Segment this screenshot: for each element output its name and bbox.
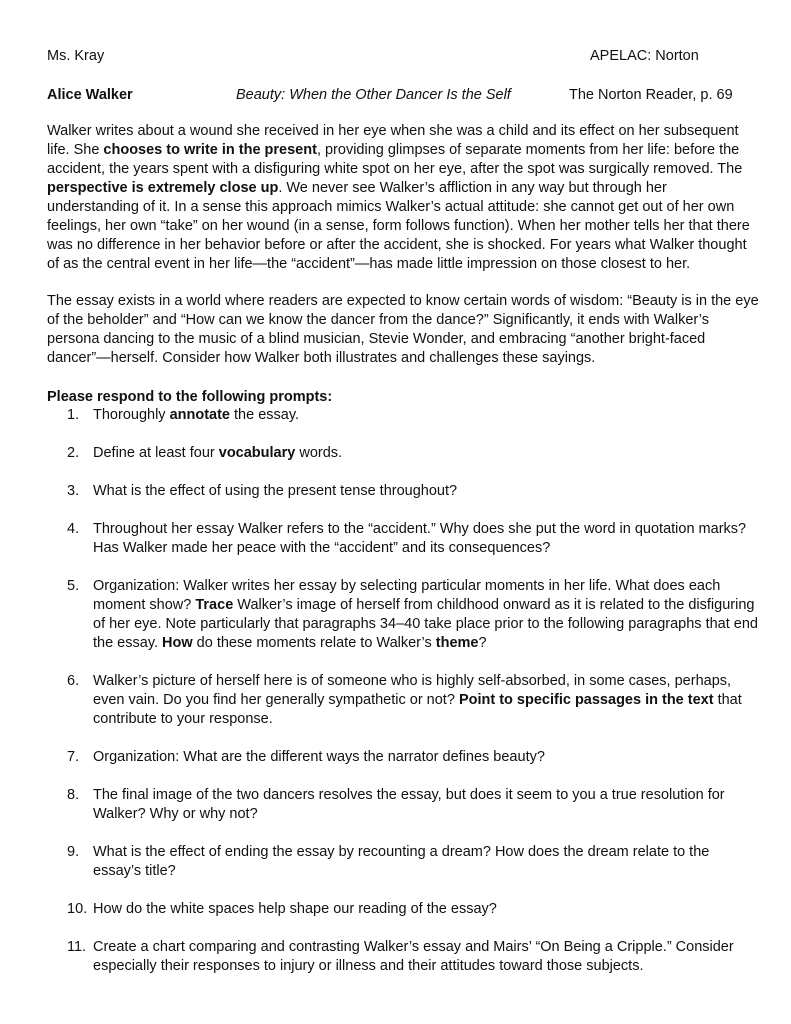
prompt-item	[47, 482, 759, 501]
prompt-item	[47, 900, 759, 919]
prompt-text: Organization: What are the different ways the narrator defines beauty?	[93, 749, 545, 765]
prompt-text: Walker’s image of herself from childhood onward as it is related to the disfiguring of her eye. Note particularly that paragraphs 34–40 take place prior to the following paragraphs that end the essay.	[93, 597, 758, 651]
prompt-text: the essay.	[230, 407, 300, 423]
prompt-item	[47, 520, 759, 558]
author-name: Alice Walker	[47, 87, 133, 103]
prompt-emphasis: How	[162, 635, 193, 651]
teacher-name: Ms. Kray	[47, 48, 105, 64]
prompt-number: 11.	[67, 939, 87, 955]
prompt-item	[47, 748, 759, 767]
prompt-emphasis: Trace	[195, 597, 234, 613]
prompt-item	[47, 843, 759, 881]
prompt-number: 8.	[67, 787, 80, 803]
intro-text: Walker writes about a wound she received in her eye when she was a child and its effect on her subsequent life. She	[47, 123, 739, 158]
prompt-text: Throughout her essay Walker refers to the “accident.” Why does she put the word in quotation marks? Has Walker made her peace with the “accident” and its consequences?	[93, 521, 747, 556]
prompt-emphasis: annotate	[169, 407, 230, 423]
prompt-text: How do the white spaces help shape our reading of the essay?	[93, 901, 497, 917]
essay-title: Beauty: When the Other Dancer Is the Self	[236, 87, 511, 103]
prompt-number: 3.	[67, 483, 80, 499]
prompt-emphasis: Point to specific passages in the text	[458, 692, 714, 708]
prompt-number: 5.	[67, 578, 80, 594]
prompt-item	[47, 406, 759, 425]
prompts-heading: Please respond to the following prompts:	[47, 389, 333, 405]
prompt-number: 4.	[67, 521, 80, 537]
prompt-emphasis: theme	[435, 635, 479, 651]
prompt-text: ?	[478, 635, 487, 651]
intro-text: , providing glimpses of separate moments from her life: before the accident, the years spent with a disfiguring white spot on her eye, after the spot was surgically removed. The	[47, 142, 743, 177]
prompt-text: Organization: Walker writes her essay by selecting particular moments in her life. What does each moment show?	[93, 578, 721, 613]
prompt-item	[47, 786, 759, 824]
prompt-text: that contribute to your response.	[93, 692, 742, 727]
prompt-number: 7.	[67, 749, 80, 765]
prompt-number: 9.	[67, 844, 80, 860]
intro-emphasis: chooses to write in the present	[103, 142, 317, 158]
prompt-text: words.	[295, 445, 343, 461]
prompt-item	[47, 577, 759, 653]
prompt-item	[47, 672, 759, 729]
prompt-number: 1.	[67, 407, 80, 423]
prompt-number: 6.	[67, 673, 80, 689]
intro-emphasis: perspective is extremely close up	[47, 180, 279, 196]
prompt-text: What is the effect of ending the essay by recounting a dream? How does the dream relate to the essay’s title?	[93, 844, 710, 879]
prompt-text: What is the effect of using the present tense throughout?	[93, 483, 458, 499]
prompt-text: Walker’s picture of herself here is of someone who is highly self-absorbed, in some cases, perhaps, even vain. Do you find her generally sympathetic or not?	[93, 673, 732, 708]
intro-paragraph-2: The essay exists in a world where readers are expected to know certain words of wisdom: “Beauty is in the eye of the beholder” and “How can we know the dancer from the dance?” Significantly, it ends with Walker’s persona dancing to the music of a blind musician, Stevie Wonder, and embracing “another bright-faced dancer”—herself. Consider how Walker both illustrates and challenges these sayings.	[47, 293, 759, 366]
prompt-item	[47, 938, 759, 976]
prompt-text: Create a chart comparing and contrasting Walker’s essay and Mairs’ “On Being a Cripple.” Consider especially their responses to injury or illness and their attitudes toward those subjects.	[93, 939, 734, 974]
prompt-emphasis: vocabulary	[218, 445, 296, 461]
intro-paragraph-1	[47, 122, 759, 274]
intro-text: . We never see Walker’s affliction in any way but through her understanding of it. In a sense this approach mimics Walker’s actual attitude: she cannot get out of her own feelings, her own “take” on her wound (in a sense, form follows function). When her mother tells her that there was no difference in her behavior before or after the accident, she is shocked. For years what Walker thought of as the central event in her life—the “accident”—has made little impression on those closest to her.	[47, 180, 750, 272]
prompt-number: 10.	[67, 901, 88, 917]
prompts-list	[47, 406, 759, 995]
prompt-text: Define at least four	[93, 445, 219, 461]
course-name: APELAC: Norton	[590, 48, 699, 64]
prompt-text: Thoroughly	[93, 407, 170, 423]
prompt-number: 2.	[67, 445, 80, 461]
prompt-item	[47, 444, 759, 463]
source-citation: The Norton Reader, p. 69	[569, 87, 733, 103]
prompt-text: do these moments relate to Walker’s	[192, 635, 436, 651]
prompt-text: The final image of the two dancers resolves the essay, but does it seem to you a true resolution for Walker? Why or why not?	[93, 787, 725, 822]
